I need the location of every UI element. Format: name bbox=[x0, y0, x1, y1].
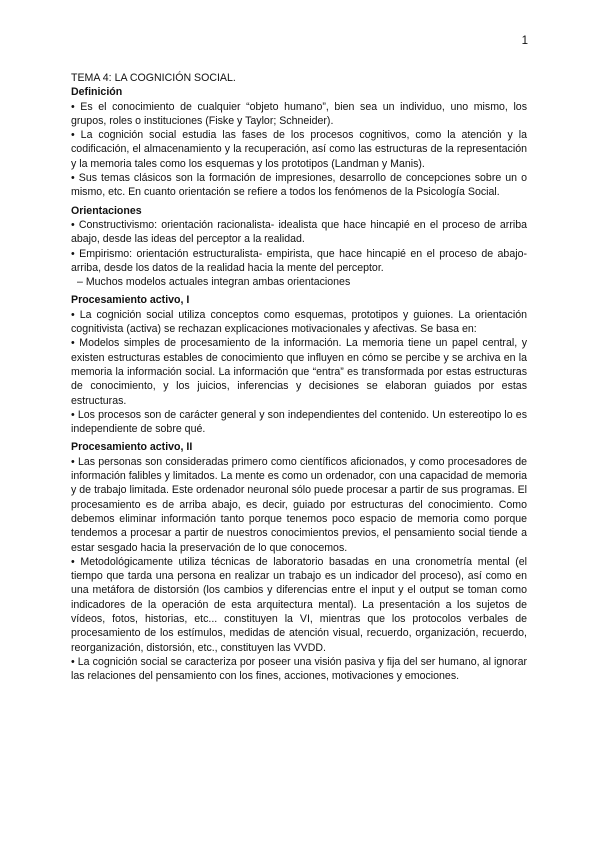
bullet-paragraph: • La cognición social se caracteriza por poseer una visión pasiva y fija del ser humano, al ignorar las relaciones del pensamiento con los fines, acciones, motivaciones y emociones. bbox=[71, 655, 527, 683]
bullet-paragraph: • La cognición social utiliza conceptos como esquemas, prototipos y guiones. La orientación cognitivista (activa) se rechazan explicaciones motivacionales y afectivas. Se basa en: bbox=[71, 308, 527, 336]
bullet-paragraph: • La cognición social estudia las fases de los procesos cognitivos, como la atención y la codificación, el almacenamiento y la recuperación, así como las estructuras de la representación y la memoria tales como los esquemas y los prototipos (Landman y Manis). bbox=[71, 129, 527, 170]
section-heading: Orientaciones bbox=[71, 204, 142, 217]
bullet-paragraph: • Constructivismo: orientación racionalista- idealista que hace hincapié en el proceso de arriba abajo, desde las ideas del perceptor a la realidad. bbox=[71, 218, 527, 246]
dash-note: – Muchos modelos actuales integran ambas orientaciones bbox=[77, 276, 351, 289]
section-heading: Definición bbox=[71, 86, 123, 99]
bullet-paragraph: • Sus temas clásicos son la formación de impresiones, desarrollo de concepciones sobre un o mismo, etc. En cuanto orientación se refiere a todos los fenómenos de la Psicología Social. bbox=[71, 172, 527, 199]
section-procesamiento-activo-2 bbox=[71, 440, 527, 683]
bullet-paragraph: • Es el conocimiento de cualquier “objeto humano”, bien sea un individuo, uno mismo, los grupos, roles o instituciones (Fiske y Taylor; Schneider). bbox=[71, 100, 527, 127]
document-body bbox=[71, 71, 527, 683]
bullet-paragraph: • Los procesos son de carácter general y son independientes del contenido. Un estereotipo lo es independiente de sobre qué. bbox=[71, 408, 527, 436]
bullet-paragraph: • Empirismo: orientación estructuralista- empirista, que hace hincapié en el proceso de abajo-arriba, desde los datos de la realidad hacia la mente del perceptor. bbox=[71, 247, 527, 274]
section-procesamiento-activo-1 bbox=[71, 293, 527, 436]
page-number: 1 bbox=[521, 35, 528, 47]
section-heading: Procesamiento activo, I bbox=[71, 294, 190, 307]
bullet-paragraph: • Metodológicamente utiliza técnicas de laboratorio basadas en una cronometría mental (el tiempo que tarda una persona en realizar un trabajo es un indicador del proceso), así como en una metáfora de distorsión (los cambios y diferencias entre el input y el output se toman como indicadores de la operación de esta arquitectura mental). La presentación a los sujetos de vídeos, fotos, historias, etc... constituyen la VI, mientras que los protocolos verbales de procesamiento de los estímulos, medidas de atención visual, recuerdo, organización, recuerdo, reorganización, distorsión, etc., constituyen las VVDD. bbox=[71, 555, 527, 654]
bullet-paragraph: • Las personas son consideradas primero como científicos aficionados, y como procesadores de información falibles y limitados. La mente es como un ordenador, con una capacidad de memoria y de trabajo limitada. Este ordenador neuronal sólo puede procesar a partir de sus programas. El procesamiento es de arriba abajo, es decir, guiado por estructuras del conocimiento. Como debemos eliminar información tanto porque tenemos poco espacio de memoria como porque tendemos a procesar a partir de nuestros conocimientos previos, el pensamiento social tiende a estar sesgado hacia la preservación de lo que conocemos. bbox=[71, 455, 527, 554]
document-title: TEMA 4: LA COGNICIÓN SOCIAL. bbox=[71, 72, 236, 84]
section-definicion bbox=[71, 85, 527, 199]
section-heading: Procesamiento activo, II bbox=[71, 441, 193, 454]
section-orientaciones bbox=[71, 204, 527, 290]
bullet-paragraph: • Modelos simples de procesamiento de la información. La memoria tiene un papel central, y existen estructuras estables de conocimiento que influyen en cómo se percibe y se archiva en la memoria la información social. La información que “entra” es transformada por estas estructuras de conocimiento, y los juicios, inferencias y decisiones se elaboran guiados por estas estructuras. bbox=[71, 337, 527, 407]
